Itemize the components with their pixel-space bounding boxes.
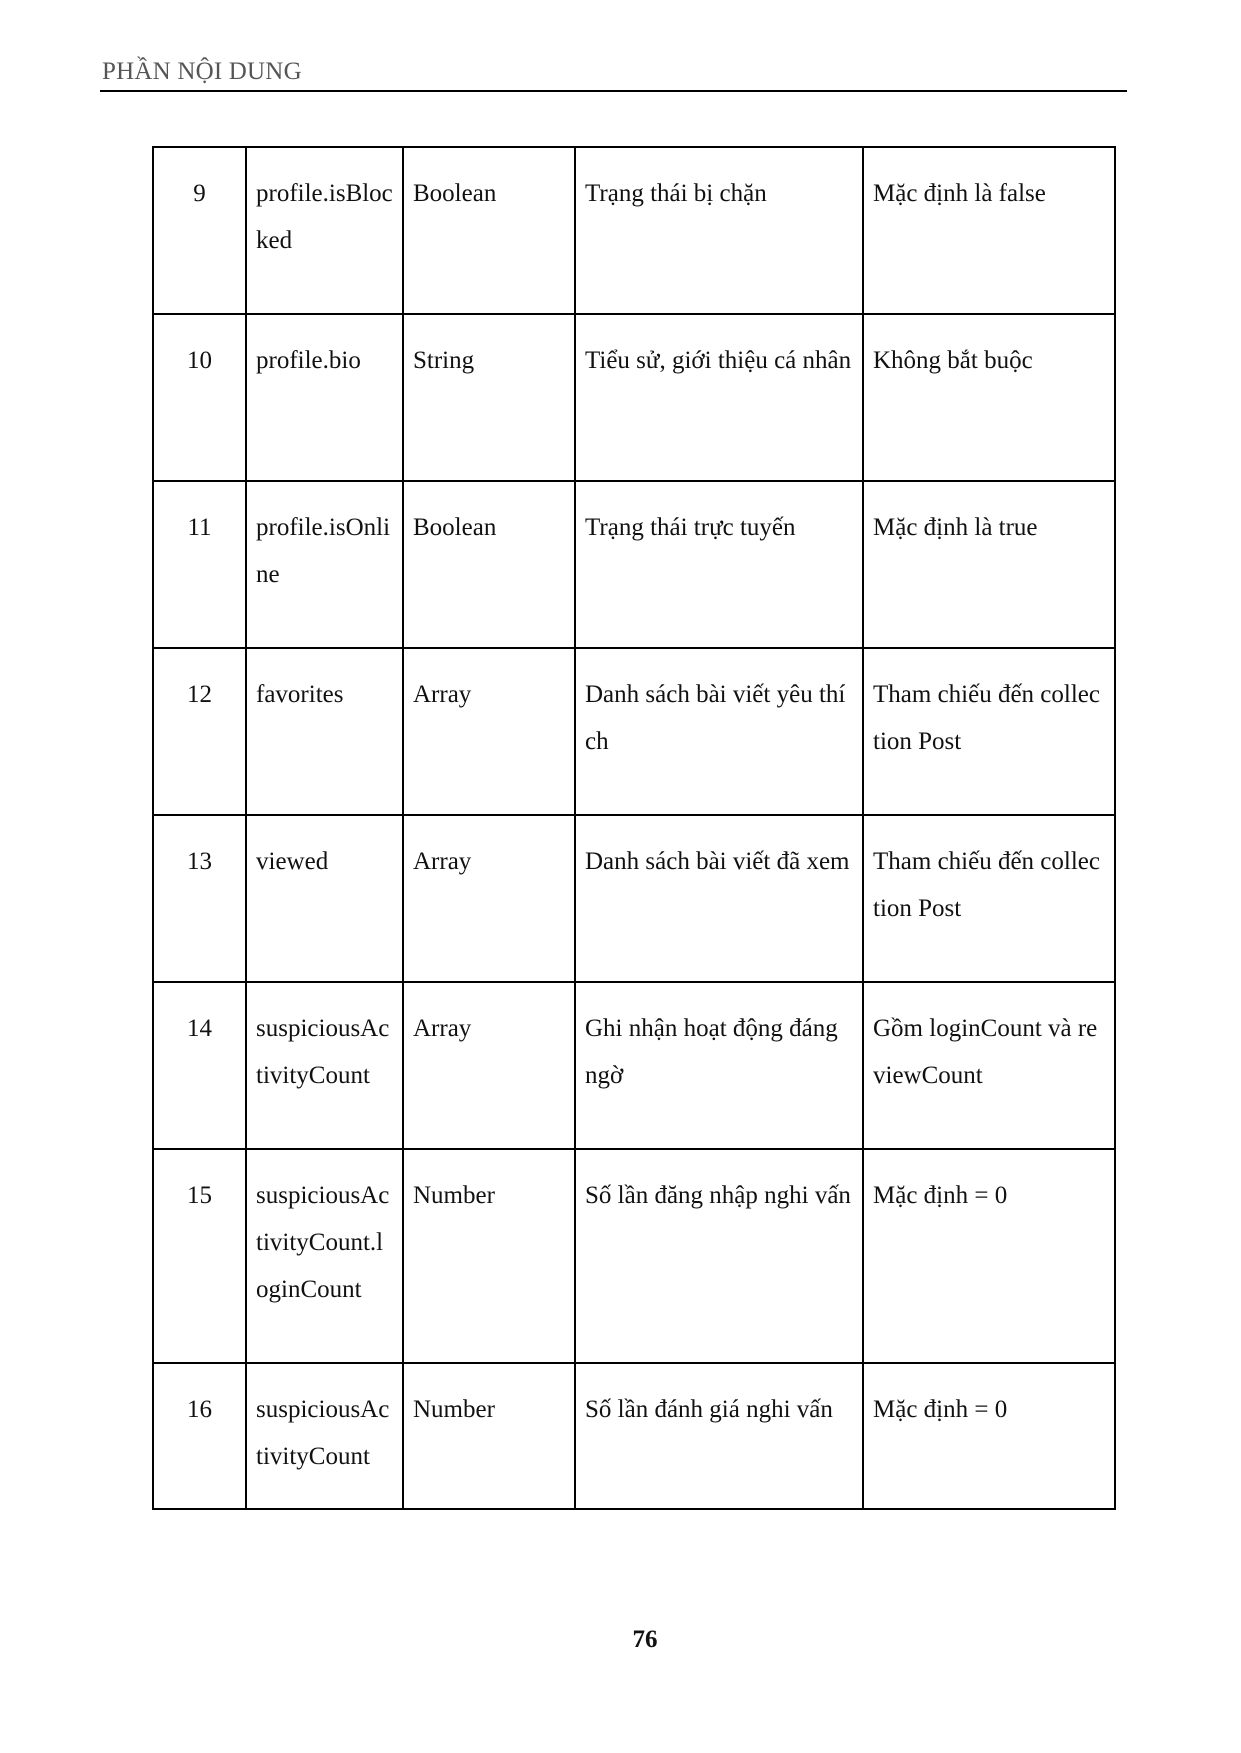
table-row — [153, 147, 1115, 314]
field-name: viewed — [246, 815, 403, 982]
table-row — [153, 314, 1115, 481]
field-name: profile.bio — [246, 314, 403, 481]
field-note: Gồm loginCount và reviewCount — [863, 982, 1115, 1149]
row-index: 13 — [153, 815, 246, 982]
field-type: Number — [403, 1363, 575, 1509]
row-index: 14 — [153, 982, 246, 1149]
field-note: Mặc định = 0 — [863, 1149, 1115, 1363]
page-number: 76 — [632, 1626, 658, 1653]
field-type: Boolean — [403, 481, 575, 648]
field-name: suspiciousActivityCount — [246, 982, 403, 1149]
field-name: suspiciousActivityCount.loginCount — [246, 1149, 403, 1363]
row-index: 12 — [153, 648, 246, 815]
field-note: Mặc định là true — [863, 481, 1115, 648]
field-note: Mặc định là false — [863, 147, 1115, 314]
field-description: Số lần đánh giá nghi vấn — [575, 1363, 863, 1509]
field-type: Array — [403, 982, 575, 1149]
field-name: profile.isBlocked — [246, 147, 403, 314]
table-row — [153, 481, 1115, 648]
row-index: 9 — [153, 147, 246, 314]
field-description: Tiểu sử, giới thiệu cá nhân — [575, 314, 863, 481]
running-header: PHẦN NỘI DUNG — [102, 58, 302, 85]
schema-table — [152, 146, 1116, 1510]
row-index: 10 — [153, 314, 246, 481]
table-row — [153, 1149, 1115, 1363]
field-type: String — [403, 314, 575, 481]
field-note: Không bắt buộc — [863, 314, 1115, 481]
header-rule — [100, 90, 1127, 92]
row-index: 11 — [153, 481, 246, 648]
field-name: suspiciousActivityCount — [246, 1363, 403, 1509]
table-row — [153, 648, 1115, 815]
field-description: Danh sách bài viết đã xem — [575, 815, 863, 982]
field-type: Array — [403, 815, 575, 982]
table-row — [153, 815, 1115, 982]
table-row — [153, 982, 1115, 1149]
table-row — [153, 1363, 1115, 1509]
field-type: Number — [403, 1149, 575, 1363]
field-note: Tham chiếu đến collection Post — [863, 648, 1115, 815]
field-note: Mặc định = 0 — [863, 1363, 1115, 1509]
field-description: Trạng thái trực tuyến — [575, 481, 863, 648]
field-note: Tham chiếu đến collection Post — [863, 815, 1115, 982]
field-description: Trạng thái bị chặn — [575, 147, 863, 314]
field-name: profile.isOnline — [246, 481, 403, 648]
row-index: 16 — [153, 1363, 246, 1509]
field-name: favorites — [246, 648, 403, 815]
field-type: Boolean — [403, 147, 575, 314]
row-index: 15 — [153, 1149, 246, 1363]
field-description: Số lần đăng nhập nghi vấn — [575, 1149, 863, 1363]
field-description: Ghi nhận hoạt động đáng ngờ — [575, 982, 863, 1149]
field-type: Array — [403, 648, 575, 815]
field-description: Danh sách bài viết yêu thích — [575, 648, 863, 815]
